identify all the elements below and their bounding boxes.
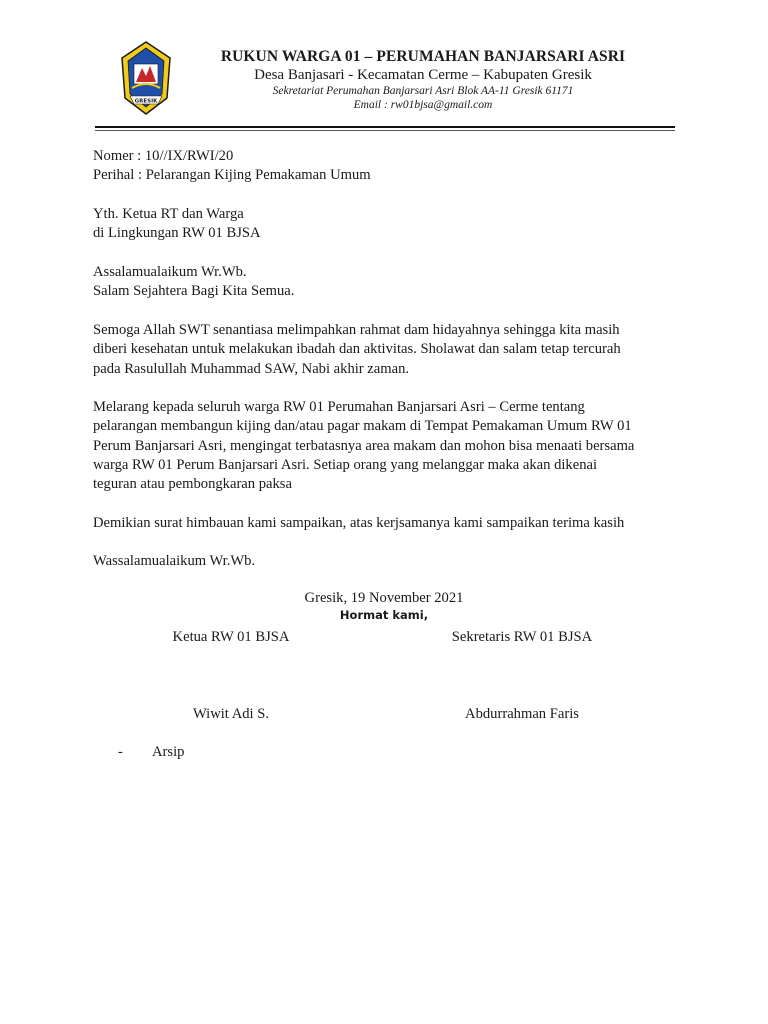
letterhead-divider-thin [95, 130, 675, 131]
letterhead-email: Email : rw01bjsa@gmail.com [353, 99, 493, 111]
signatory-right-name: Abdurrahman Faris [465, 706, 579, 722]
letterhead-subtitle: Desa Banjasari - Kecamatan Cerme – Kabupaten Gresik [254, 67, 592, 83]
letterhead-address: Sekretariat Perumahan Banjarsari Asri Blok AA-11 Gresik 61171 [272, 85, 574, 97]
respectfully: Hormat kami, [339, 608, 429, 622]
letter-date: Gresik, 19 November 2021 [304, 590, 464, 606]
paragraph-line: diberi kesehatan untuk melakukan ibadah dan aktivitas. Sholawat dan salam tetap tercurah [93, 341, 621, 358]
greeting-line-1: Assalamualaikum Wr.Wb. [93, 264, 247, 280]
paragraph-line: teguran atau pembongkaran paksa [93, 476, 292, 493]
letterhead-divider-thick [95, 126, 675, 128]
paragraph-line: Semoga Allah SWT senantiasa melimpahkan rahmat dam hidayahnya sehingga kita masih [93, 322, 620, 338]
cc-bullet: - [118, 744, 123, 760]
greeting [93, 263, 674, 302]
paragraph-line: warga RW 01 Perum Banjarsari Asri. Setiap orang yang melanggar maka akan dikenai [93, 456, 598, 473]
signatory-right-title: Sekretaris RW 01 BJSA [451, 629, 593, 645]
letterhead-title: RUKUN WARGA 01 – PERUMAHAN BANJARSARI ASRI [220, 48, 626, 65]
letter-meta [93, 147, 674, 186]
addressee-line-2: di Lingkungan RW 01 BJSA [93, 225, 261, 242]
signatory-left-name: Wiwit Adi S. [192, 706, 270, 722]
paragraph-opening [93, 321, 674, 379]
addressee [93, 205, 674, 244]
paragraph-line: Perum Banjarsari Asri, mengingat terbatasnya area makam dan mohon bisa menaati bersama [93, 437, 635, 454]
gresik-emblem-logo [120, 40, 172, 116]
signatory-left-title: Ketua RW 01 BJSA [172, 629, 290, 645]
logo-text: GRESIK [134, 98, 158, 105]
cc-item-label: Arsip [152, 744, 185, 760]
greeting-line-2: Salam Sejahtera Bagi Kita Semua. [93, 283, 295, 300]
letterhead [180, 48, 666, 112]
letter-number: Nomer : 10//IX/RWI/20 [93, 148, 234, 164]
paragraph-line: Melarang kepada seluruh warga RW 01 Perumahan Banjarsari Asri – Cerme tentang [93, 399, 585, 415]
addressee-line-1: Yth. Ketua RT dan Warga [93, 206, 244, 222]
letter-subject: Perihal : Pelarangan Kijing Pemakaman Umum [93, 167, 371, 184]
paragraph-line: pada Rasulullah Muhammad SAW, Nabi akhir zaman. [93, 360, 410, 377]
paragraph-prohibition [93, 398, 674, 494]
closing-salutation: Wassalamualaikum Wr.Wb. [93, 553, 256, 569]
cc-list-item [118, 744, 184, 761]
paragraph-line: pelarangan membangun kijing dan/atau pagar makam di Tempat Pemakaman Umum RW 01 [93, 418, 632, 435]
paragraph-closing: Demikian surat himbauan kami sampaikan, atas kerjsamanya kami sampaikan terima kasih [93, 515, 625, 531]
